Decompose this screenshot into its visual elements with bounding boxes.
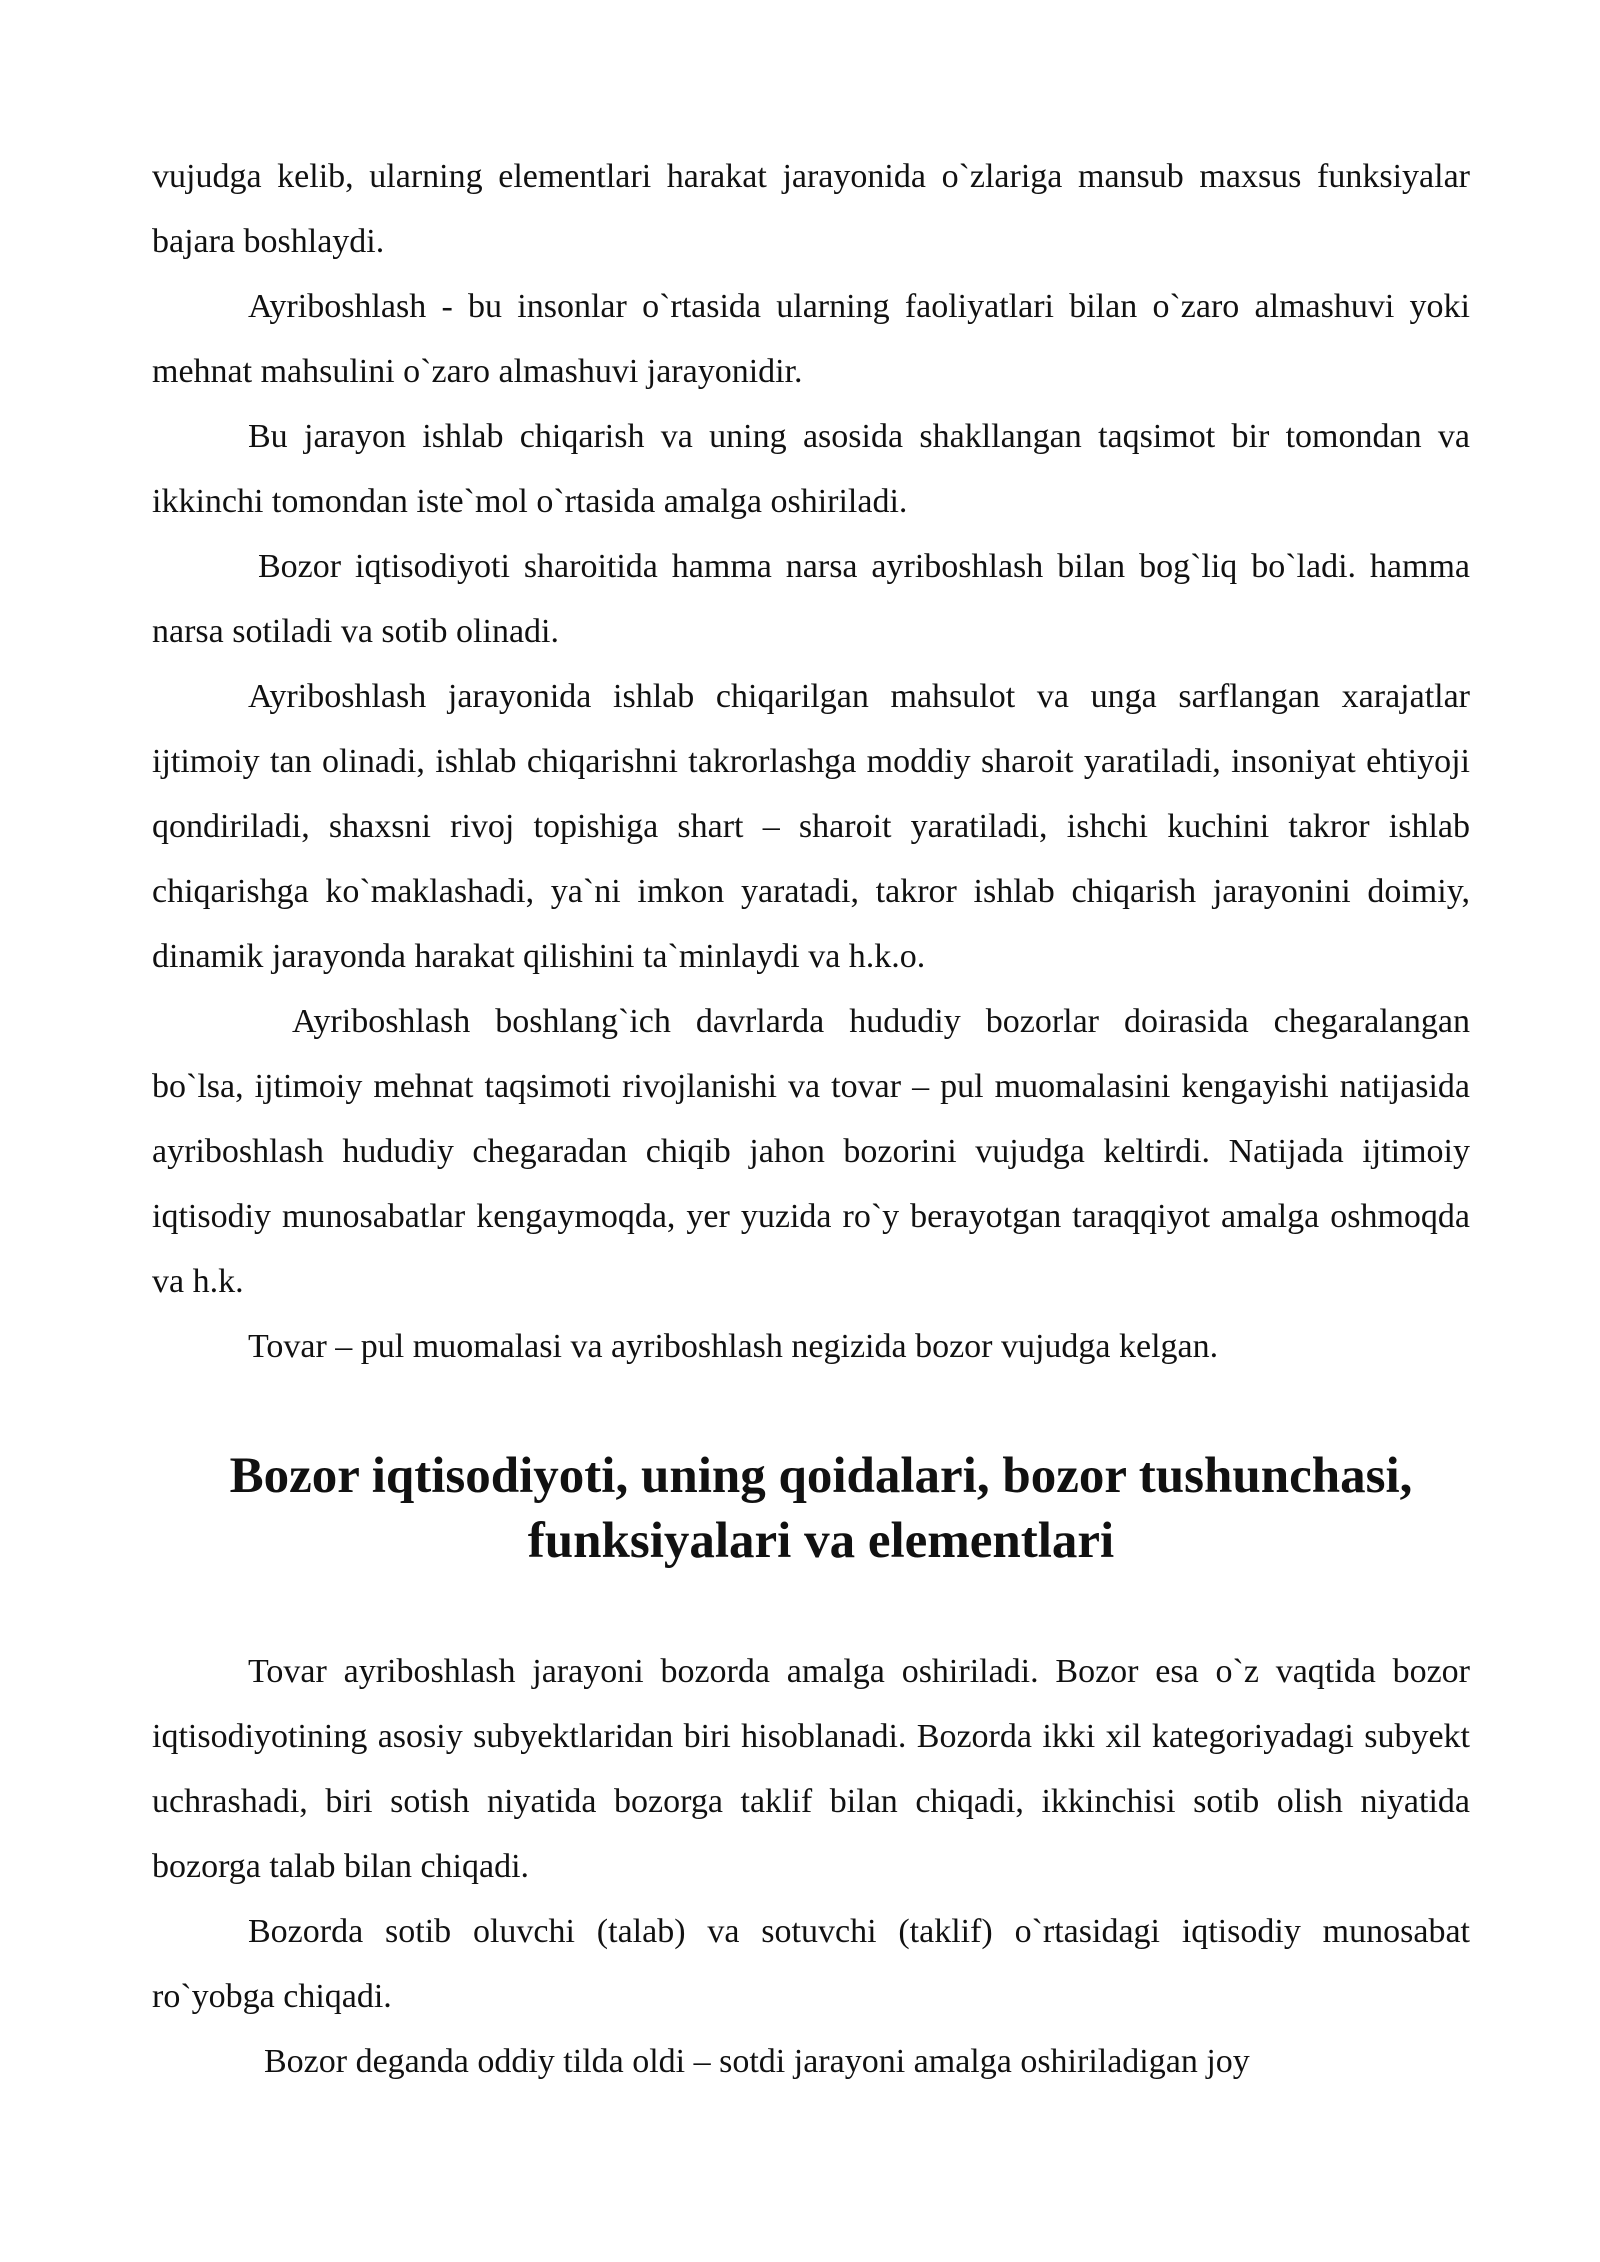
blank-line: [152, 1379, 1470, 1444]
document-page: [152, 144, 1470, 2094]
paragraph-4: Bozor iqtisodiyoti sharoitida hamma narsa ayriboshlash bilan bog`liq bo`ladi. hamma narsa sotiladi va sotib olinadi.: [152, 548, 1470, 650]
paragraph-5: Ayriboshlash jarayonida ishlab chiqarilgan mahsulot va unga sarflangan xarajatlar ijtimoiy tan olinadi, ishlab chiqarishni takrorlashga moddiy sharoit yaratiladi, insoniyat ehtiyoji qondiriladi, shaxsni rivoj topishiga shart – sharoit yaratiladi, ishchi kuchini takror ishlab chiqarishga ko`maklashadi, ya`ni imkon yaratadi, takror ishlab chiqarish jarayonini doimiy, dinamik jarayonda harakat qilishini ta`minlaydi va h.k.o.: [152, 678, 1470, 975]
paragraph-2: Ayriboshlash - bu insonlar o`rtasida ularning faoliyatlari bilan o`zaro almashuvi yoki mehnat mahsulini o`zaro almashuvi jarayonidir.: [152, 288, 1470, 390]
section-heading: Bozor iqtisodiyoti, uning qoidalari, bozor tushunchasi, funksiyalari va elementlari: [229, 1448, 1413, 1569]
paragraph-10: Bozor deganda oddiy tilda oldi – sotdi jarayoni amalga oshiriladigan joy: [264, 2043, 1250, 2080]
paragraph-1: vujudga kelib, ularning elementlari harakat jarayonida o`zlariga mansub maxsus funksiyalar bajara boshlaydi.: [152, 158, 1470, 260]
paragraph-7: Tovar – pul muomalasi va ayriboshlash negizida bozor vujudga kelgan.: [248, 1328, 1219, 1365]
blank-line: [152, 1574, 1470, 1639]
paragraph-9: Bozorda sotib oluvchi (talab) va sotuvchi (taklif) o`rtasidagi iqtisodiy munosabat ro`yobga chiqadi.: [152, 1913, 1470, 2015]
paragraph-8: Tovar ayriboshlash jarayoni bozorda amalga oshiriladi. Bozor esa o`z vaqtida bozor iqtisodiyotining asosiy subyektlaridan biri hisoblanadi. Bozorda ikki xil kategoriyadagi subyekt uchrashadi, biri sotish niyatida bozorga taklif bilan chiqadi, ikkinchisi sotib olish niyatida bozorga talab bilan chiqadi.: [152, 1653, 1470, 1885]
paragraph-6: Ayriboshlash boshlang`ich davrlarda hududiy bozorlar doirasida chegaralangan bo`lsa, ijtimoiy mehnat taqsimoti rivojlanishi va tovar – pul muomalasini kengayishi natijasida ayriboshlash hududiy chegaradan chiqib jahon bozorini vujudga keltirdi. Natijada ijtimoiy iqtisodiy munosabatlar kengaymoqda, yer yuzida ro`y berayotgan taraqqiyot amalga oshmoqda va h.k.: [152, 1003, 1470, 1300]
paragraph-3: Bu jarayon ishlab chiqarish va uning asosida shakllangan taqsimot bir tomondan va ikkinchi tomondan iste`mol o`rtasida amalga oshiriladi.: [152, 418, 1470, 520]
